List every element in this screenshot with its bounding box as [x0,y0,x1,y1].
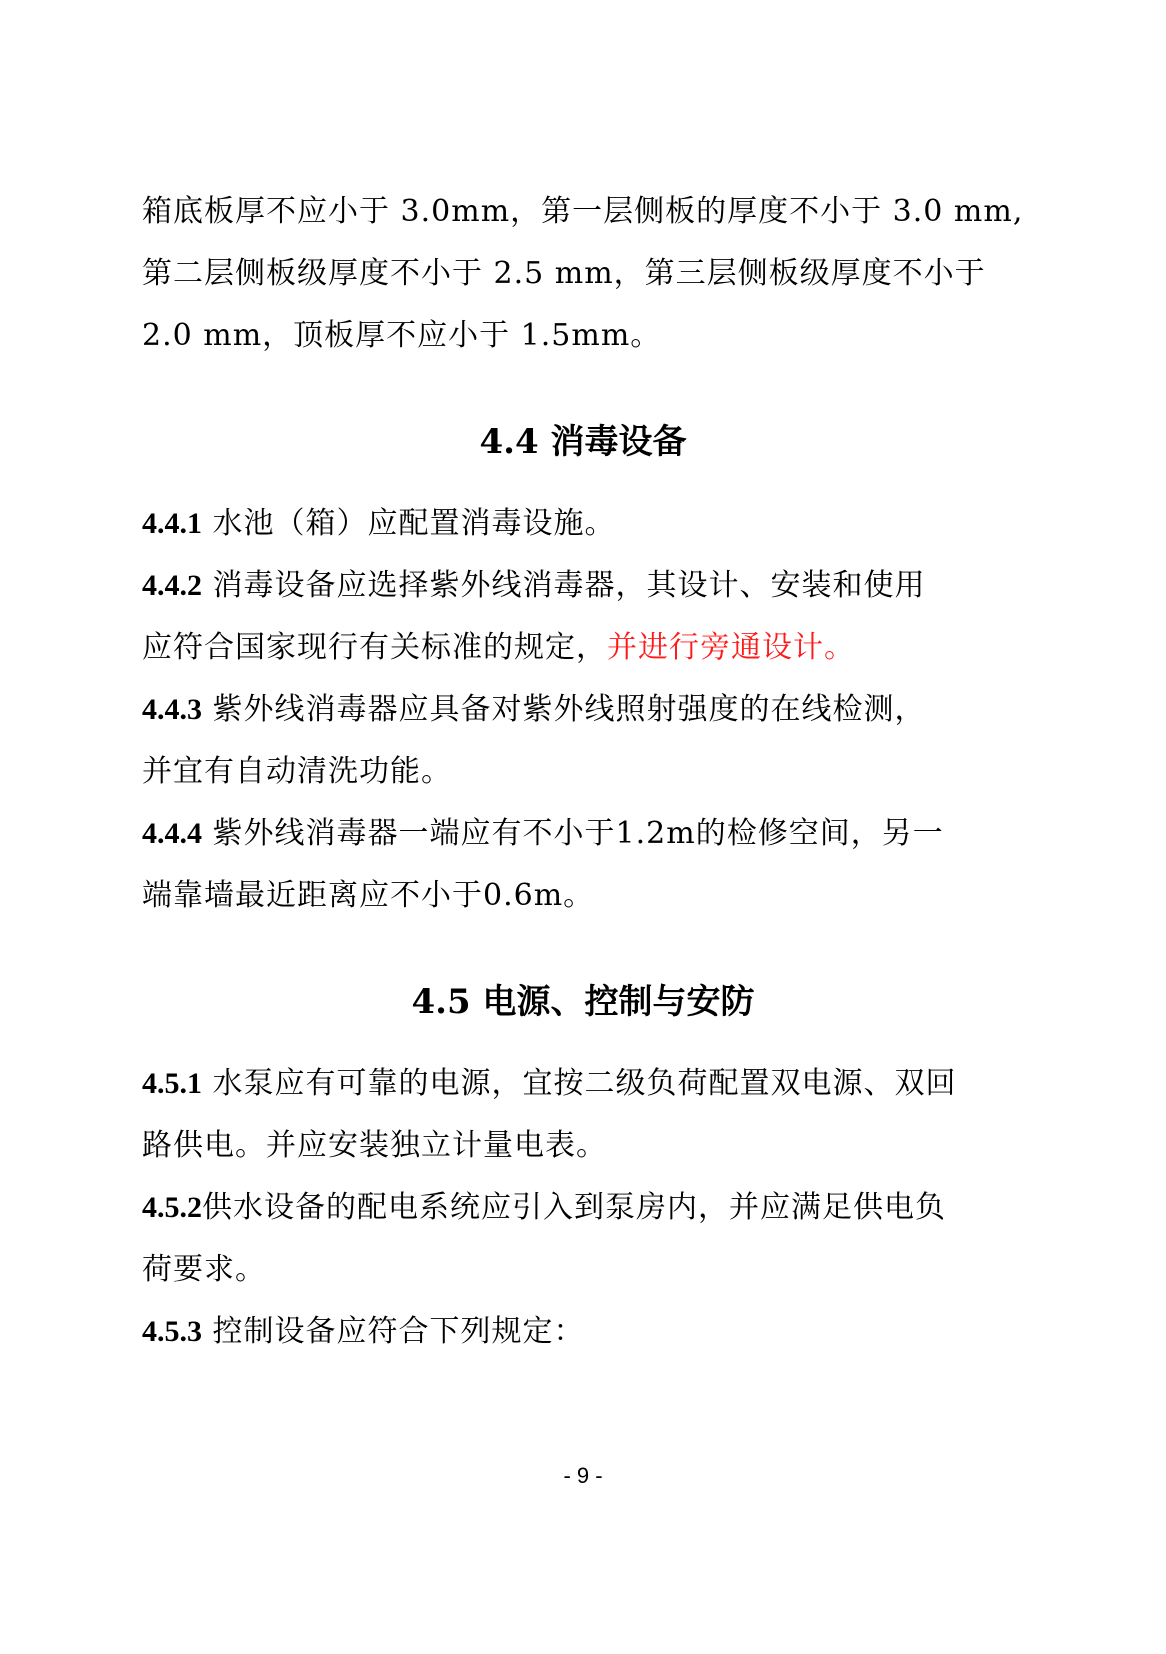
clause-number: 4.5.3 [142,1315,202,1348]
section-heading-4-5: 4.5 电源、控制与安防 [411,982,755,1022]
paragraph-line: 箱底板厚不应小于 3.0mm，第一层侧板的厚度不小于 3.0 mm, [142,194,1024,229]
clause-number: 4.4.3 [142,693,202,726]
clause-number: 4.4.2 [142,569,202,602]
clause-4-4-4 [142,814,944,854]
clause-4-4-2 [142,566,926,606]
clause-4-5-1 [142,1064,957,1104]
paragraph-line: 2.0 mm，顶板厚不应小于 1.5mm。 [142,318,662,353]
clause-4-4-4-line2: 端靠墙最近距离应不小于0.6m。 [142,878,595,913]
clause-number: 4.5.1 [142,1067,202,1100]
clause-text: 紫外线消毒器应具备对紫外线照射强度的在线检测， [202,692,926,727]
highlighted-text: 并进行旁通设计。 [607,630,855,665]
clause-4-5-2 [142,1188,946,1228]
clause-number: 4.4.4 [142,817,202,850]
clause-text: 应符合国家现行有关标准的规定， [142,630,607,665]
clause-4-4-1 [142,504,616,544]
clause-4-4-2-line2 [142,628,855,668]
clause-4-4-3 [142,690,926,730]
clause-4-5-2-line2: 荷要求。 [142,1252,266,1287]
clause-number: 4.4.1 [142,507,202,540]
clause-text: 消毒设备应选择紫外线消毒器，其设计、安装和使用 [202,568,926,603]
clause-text: 水泵应有可靠的电源，宜按二级负荷配置双电源、双回 [202,1066,957,1101]
page-number: - 9 - [563,1463,603,1488]
clause-4-5-1-line2: 路供电。并应安装独立计量电表。 [142,1128,607,1163]
clause-text: 供水设备的配电系统应引入到泵房内，并应满足供电负 [202,1190,946,1225]
clause-text: 水池（箱）应配置消毒设施。 [202,506,616,541]
paragraph-line: 第二层侧板级厚度不小于 2.5 mm，第三层侧板级厚度不小于 [142,256,986,291]
clause-text: 紫外线消毒器一端应有不小于1.2m的检修空间，另一 [202,816,944,851]
clause-4-4-3-line2: 并宜有自动清洗功能。 [142,754,452,789]
section-heading-4-4: 4.4 消毒设备 [479,422,687,462]
clause-number: 4.5.2 [142,1191,202,1224]
clause-text: 控制设备应符合下列规定： [202,1314,585,1349]
clause-4-5-3 [142,1312,585,1352]
